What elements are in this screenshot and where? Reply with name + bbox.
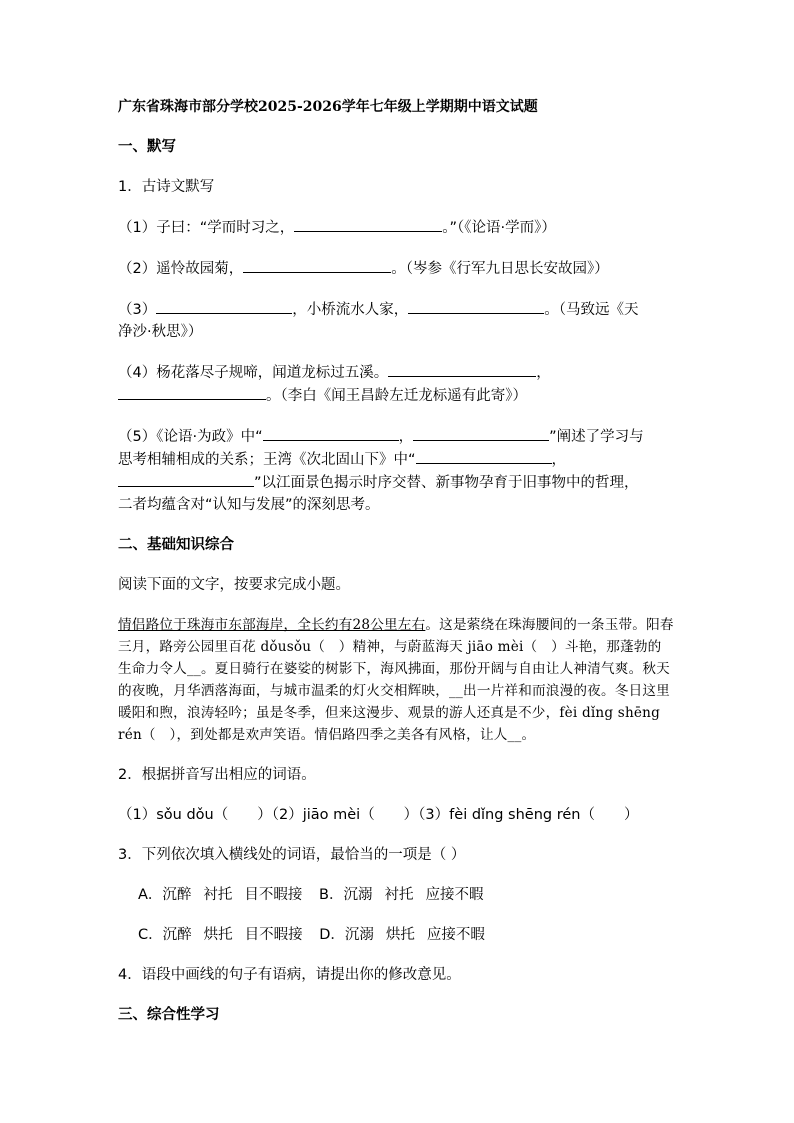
recitation-item-5-line2: 思考相辅相成的关系；王湾《次北固山下》中“ ，: [118, 448, 674, 471]
question-1-label: 1．古诗文默写: [118, 179, 215, 195]
section-heading-2: 二、基础知识综合: [118, 537, 234, 553]
option-word: 应接不暇: [426, 927, 485, 943]
question-4: 4．语段中画线的句子有语病，请提出你的修改意见。: [118, 967, 461, 983]
answer-blank[interactable]: [388, 361, 536, 377]
recitation-item-4: [118, 361, 674, 384]
option-a[interactable]: A．沉醉: [138, 887, 192, 903]
option-word: 目不暇接: [244, 927, 303, 943]
item-text: （5）《论语·为政》中“: [118, 429, 263, 445]
question-3: 3．下列依次填入横线处的词语，最恰当的一项是（ ）: [118, 847, 466, 863]
answer-blank[interactable]: [416, 448, 552, 464]
reading-passage: [118, 614, 674, 746]
options-row-1: [118, 884, 674, 906]
recitation-item-2: [118, 257, 674, 280]
item-text: ，: [398, 429, 414, 445]
answer-blank[interactable]: [118, 384, 266, 400]
item-text: 。（岑参《行军九日思长安故园》）: [391, 261, 609, 277]
item-text: （2）遥怜故园菊，: [118, 261, 244, 277]
item-text: （4）杨花落尽子规啼，闻道龙标过五溪。: [118, 365, 389, 381]
option-word: 衬托: [203, 887, 233, 903]
answer-blank[interactable]: [294, 216, 442, 232]
recitation-item-3: [118, 298, 674, 321]
question-2-items: （1）sǒu dǒu（ ）（2）jiāo mèi（ ）（3）fèi dǐng shēng rén（ ）: [118, 807, 639, 823]
item-text: ”以江面景色揭示时序交替、新事物孕育于旧事物中的哲理，: [254, 475, 639, 491]
recitation-item-4-cont: [118, 384, 674, 407]
recitation-item-1: [118, 216, 674, 239]
answer-blank[interactable]: [118, 471, 254, 487]
option-word: 应接不暇: [425, 887, 484, 903]
answer-blank[interactable]: [156, 298, 292, 314]
option-word: 衬托: [384, 887, 414, 903]
recitation-item-5-line4: 二者均蕴含对“认知与发展”的深刻思考。: [118, 497, 380, 513]
answer-blank[interactable]: [243, 257, 391, 273]
item-text: 。（马致远《天: [544, 302, 639, 318]
page-title: 广东省珠海市部分学校2025-2026学年七年级上学期期中语文试题: [118, 99, 538, 115]
recitation-item-5-line3: [118, 471, 674, 494]
option-word: 烘托: [385, 927, 415, 943]
recitation-item-5: [118, 425, 674, 448]
answer-blank[interactable]: [408, 298, 544, 314]
answer-blank[interactable]: [413, 425, 549, 441]
option-word: 目不暇接: [244, 887, 303, 903]
option-word: 烘托: [203, 927, 233, 943]
passage-text: 。这是萦绕在珠海腰间的一条玉带。阳春三月，路旁公园里百花 dǒusǒu（ ）精神，与蔚蓝海天 jiāo mèi（ ）斗艳，那蓬勃的生命力令人__。夏日骑行在婆娑的树影下，海风拂面，那份开阔与自由让人神清气爽。秋天的夜晚，月华洒落海面，与城市温柔的灯火交相辉映，__出一片祥和而浪漫的夜。冬日这里暖阳和煦，浪涛轻吟；虽是冬季，但来这漫步、观景的游人还真是不少，fèi dǐng shēng rén（ ），到处都是欢声笑语。情侣路四季之美各有风格，让人__。: [118, 617, 674, 743]
item-text: 。”（《论语·学而》）: [442, 220, 556, 236]
exam-page: [118, 96, 674, 1026]
underlined-sentence: 情侣路位于珠海市东部海岸，全长约有28公里左右: [118, 617, 426, 633]
item-text: 思考相辅相成的关系；王湾《次北固山下》中“: [118, 452, 416, 468]
item-text: ”阐述了学习与: [549, 429, 644, 445]
recitation-item-3-cont: 净沙·秋思》）: [118, 324, 203, 340]
item-text: （3）: [118, 302, 157, 318]
reading-instruction: 阅读下面的文字，按要求完成小题。: [118, 577, 350, 593]
option-d[interactable]: D．沉溺: [319, 927, 374, 943]
section-heading-3: 三、综合性学习: [118, 1007, 220, 1023]
answer-blank[interactable]: [263, 425, 399, 441]
item-text: （1）子曰：“学而时习之，: [118, 220, 295, 236]
question-2: 2．根据拼音写出相应的词语。: [118, 767, 316, 783]
options-row-2: [118, 924, 674, 946]
option-b[interactable]: B．沉溺: [319, 887, 373, 903]
section-heading-1: 一、默写: [118, 139, 176, 155]
option-c[interactable]: C．沉醉: [138, 927, 192, 943]
item-text: 。（李白《闻王昌龄左迁龙标遥有此寄》）: [266, 388, 527, 404]
item-text: ，小桥流水人家，: [292, 302, 409, 318]
item-text: ，: [536, 365, 551, 381]
